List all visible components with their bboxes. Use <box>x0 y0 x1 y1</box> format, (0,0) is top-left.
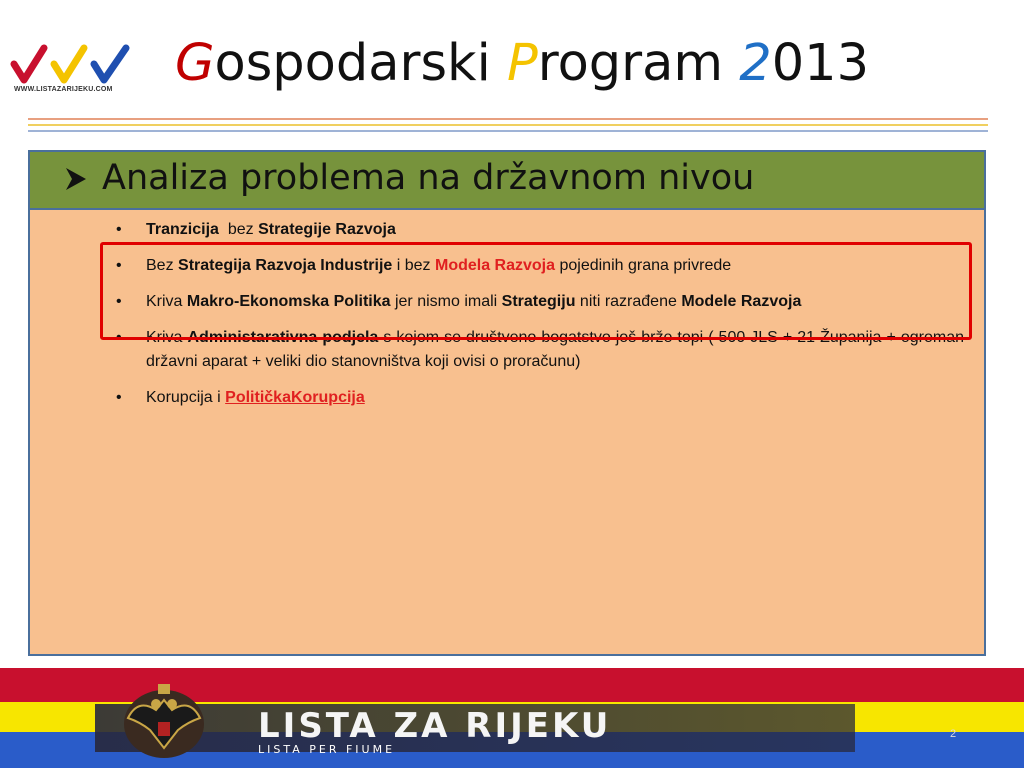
content-panel <box>28 150 986 656</box>
bold-text: Strategija Razvoja Industrije <box>178 257 393 274</box>
divider-line-red <box>28 118 988 120</box>
brand-name: LISTA ZA RIJEKU <box>258 706 612 746</box>
brand-subtitle: LISTA PER FIUME <box>258 743 396 756</box>
divider-line-blue <box>28 130 988 132</box>
text: pojedinih grana privrede <box>555 257 732 274</box>
page-title <box>175 24 869 104</box>
bold-text: Makro-Ekonomska Politika <box>186 293 391 310</box>
panel-heading: Analiza problema na državnom nivou <box>102 158 755 198</box>
text: Kriva <box>146 293 187 310</box>
title-letter-g: G <box>175 34 215 93</box>
title-part-2: rogram <box>537 34 740 93</box>
text: Bez <box>146 257 179 274</box>
logo-url-text: WWW.LISTAZARIJEKU.COM <box>14 86 113 93</box>
logo <box>10 42 135 98</box>
red-bold-text: Modela Razvoja <box>434 257 556 274</box>
title-digit-2: 2 <box>739 34 772 93</box>
bold-text: Strategije Razvoja <box>258 221 396 238</box>
bold-text: Tranzicija <box>146 221 219 238</box>
text: jer nismo imali <box>390 293 502 310</box>
bold-text: Strategiju <box>501 293 576 310</box>
title-part-1: ospodarski <box>214 34 507 93</box>
panel-header <box>30 152 984 210</box>
bold-text: Modele Razvoja <box>681 293 802 310</box>
double-eagle-crest-icon <box>118 678 210 764</box>
page-number: 2 <box>950 728 957 740</box>
red-underlined-text: PolitičkaKorupcija <box>225 389 365 406</box>
list-item <box>114 386 964 410</box>
text: s kojom se društveno bogatstvo još brže topi ( 500 JLS + 21 Županija + ogroman državni aparat + veliki dio stanovništva koji ovisi o proračunu) <box>146 329 965 370</box>
red-highlight-frame <box>100 242 972 340</box>
text: Korupcija i <box>146 389 226 406</box>
title-part-3: 013 <box>771 34 870 93</box>
checkmarks-logo-icon <box>10 42 135 86</box>
text: i bez <box>392 257 435 274</box>
list-item <box>114 218 964 242</box>
arrow-bullet-icon <box>64 166 88 192</box>
text: bez <box>218 221 259 238</box>
bold-text: Administarativna podjela <box>187 329 379 346</box>
title-letter-p: P <box>506 34 538 93</box>
divider-line-yellow <box>28 124 988 126</box>
text: Kriva <box>146 329 188 346</box>
text: niti razrađene <box>575 293 682 310</box>
footer-banner <box>0 668 1024 768</box>
